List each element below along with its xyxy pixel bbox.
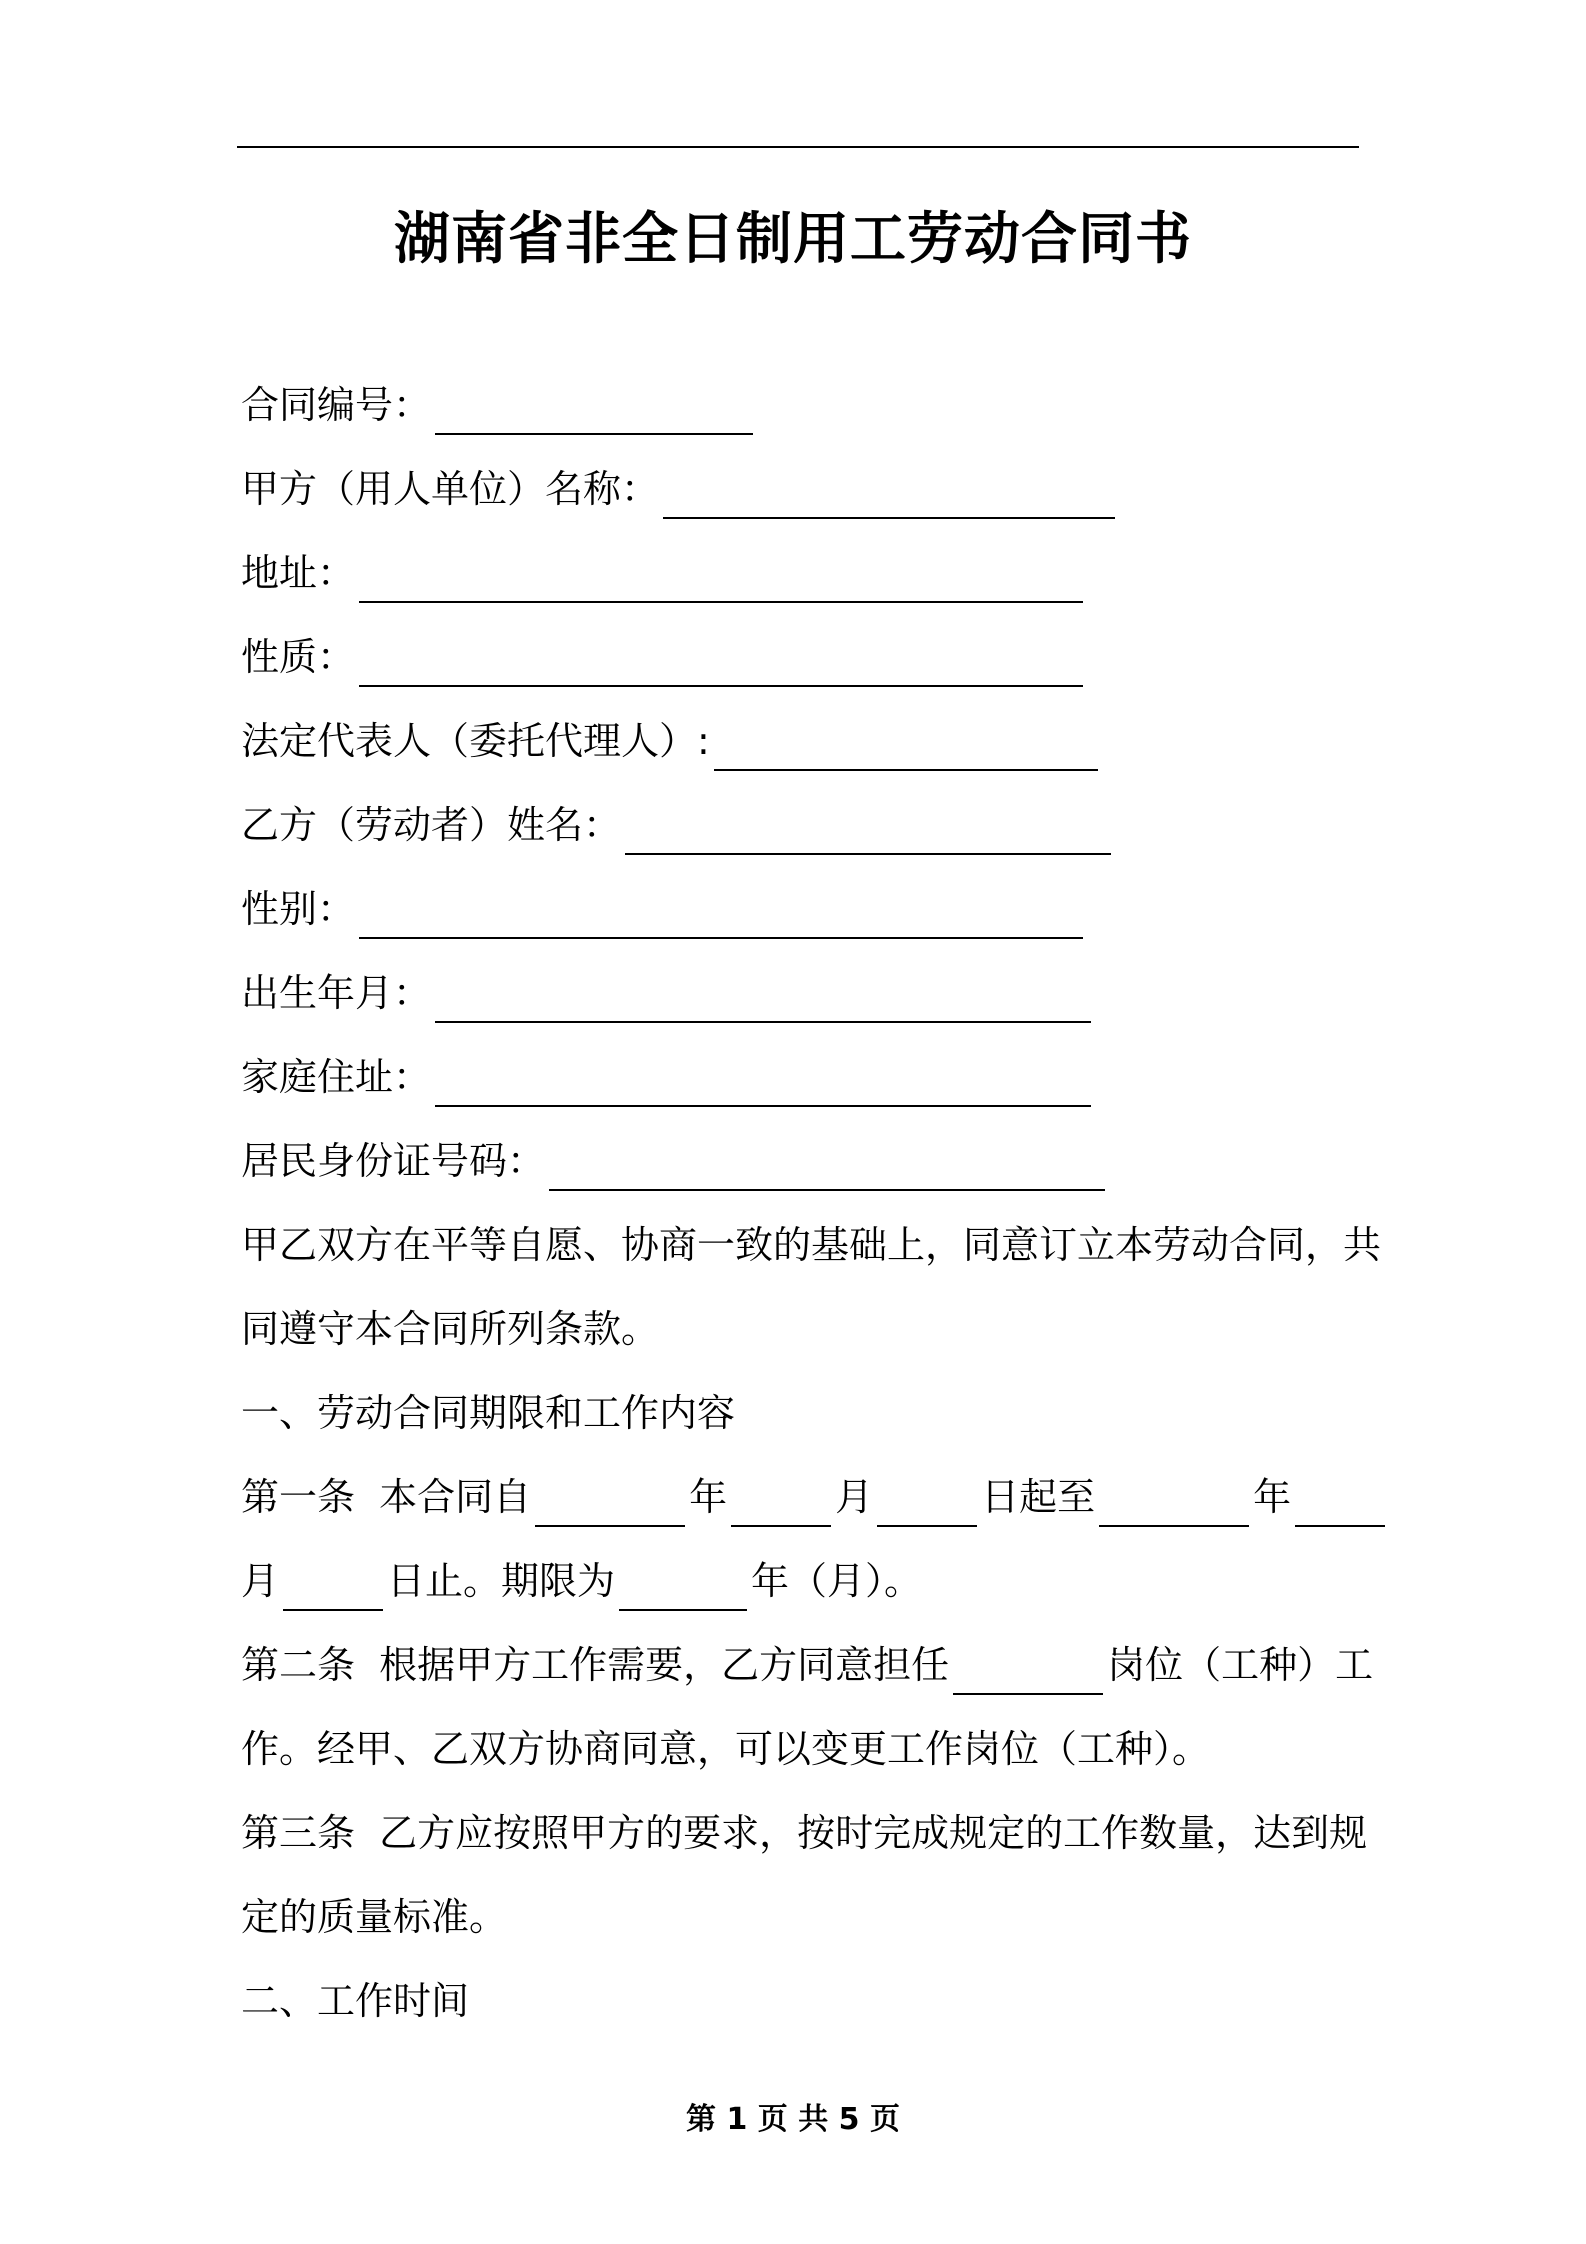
party-b-name-blank[interactable] (625, 809, 1111, 855)
birth-row (241, 963, 1095, 1023)
position-blank[interactable] (953, 1649, 1103, 1695)
header-rule (237, 146, 1359, 148)
gender-blank[interactable] (359, 893, 1083, 939)
nature-blank[interactable] (359, 641, 1083, 687)
id-number-blank[interactable] (549, 1145, 1105, 1191)
birth-blank[interactable] (435, 977, 1091, 1023)
gender-label: 性别： (241, 887, 356, 931)
nature-label: 性质： (241, 635, 356, 679)
article-2-text-end: 岗位（工种）工 (1107, 1643, 1374, 1687)
end-year-blank[interactable] (1099, 1481, 1249, 1527)
article-1-text-start: 本合同自 (379, 1475, 532, 1519)
party-b-name-label: 乙方（劳动者）姓名： (241, 803, 622, 847)
article-2-text: 根据甲方工作需要，乙方同意担任 (379, 1643, 950, 1687)
article-1-month-2: 月 (241, 1559, 280, 1603)
article-1-year-1: 年 (689, 1475, 728, 1519)
home-address-blank[interactable] (435, 1061, 1091, 1107)
article-1-term: 日止。期限为 (387, 1559, 616, 1603)
legal-rep-label: 法定代表人（委托代理人）: (241, 719, 710, 763)
intro-line-2: 同遵守本合同所列条款。 (241, 1307, 660, 1351)
article-2-label: 第二条 (241, 1643, 356, 1687)
contract-no-label: 合同编号： (241, 383, 432, 427)
intro-line-1: 甲乙双方在平等自愿、协商一致的基础上，同意订立本劳动合同，共 (241, 1223, 1382, 1267)
article-1-until: 日起至 (981, 1475, 1096, 1519)
end-day-blank[interactable] (283, 1565, 383, 1611)
start-day-blank[interactable] (877, 1481, 977, 1527)
start-year-blank[interactable] (535, 1481, 685, 1527)
home-address-label: 家庭住址： (241, 1055, 432, 1099)
article-2-line-1 (241, 1635, 1373, 1695)
article-1-year-2: 年 (1253, 1475, 1292, 1519)
party-a-name-label: 甲方（用人单位）名称： (241, 467, 660, 511)
legal-rep-row (241, 711, 1102, 771)
article-3-text: 乙方应按照甲方的要求，按时完成规定的工作数量，达到规 (379, 1811, 1368, 1855)
address-row (241, 543, 1087, 603)
section-1-heading: 一、劳动合同期限和工作内容 (241, 1391, 736, 1435)
article-3-label: 第三条 (241, 1811, 356, 1855)
article-1-line-1 (241, 1467, 1389, 1527)
party-a-name-blank[interactable] (663, 473, 1115, 519)
address-blank[interactable] (359, 557, 1083, 603)
end-month-blank[interactable] (1295, 1481, 1385, 1527)
article-2-line-2: 作。经甲、乙双方协商同意，可以变更工作岗位（工种）。 (241, 1727, 1211, 1771)
article-1-label: 第一条 (241, 1475, 356, 1519)
address-label: 地址： (241, 551, 356, 595)
party-b-name-row (241, 795, 1115, 855)
article-1-line-2 (241, 1551, 922, 1611)
contract-no-row (241, 375, 757, 435)
article-3-line-1 (241, 1803, 1367, 1863)
document-title: 湖南省非全日制用工劳动合同书 (394, 207, 1192, 272)
section-2-heading: 二、工作时间 (241, 1979, 470, 2023)
article-1-month-1: 月 (835, 1475, 874, 1519)
party-a-name-row (241, 459, 1119, 519)
birth-label: 出生年月： (241, 971, 432, 1015)
nature-row (241, 627, 1087, 687)
id-number-row (241, 1131, 1109, 1191)
page-footer: 第 1 页 共 5 页 (686, 2102, 900, 2137)
gender-row (241, 879, 1087, 939)
start-month-blank[interactable] (731, 1481, 831, 1527)
term-blank[interactable] (619, 1565, 747, 1611)
contract-no-blank[interactable] (435, 389, 753, 435)
legal-rep-blank[interactable] (714, 725, 1098, 771)
home-address-row (241, 1047, 1095, 1107)
id-number-label: 居民身份证号码： (241, 1139, 546, 1183)
article-3-line-2: 定的质量标准。 (241, 1895, 508, 1939)
article-1-term-unit: 年（月）。 (751, 1559, 923, 1603)
